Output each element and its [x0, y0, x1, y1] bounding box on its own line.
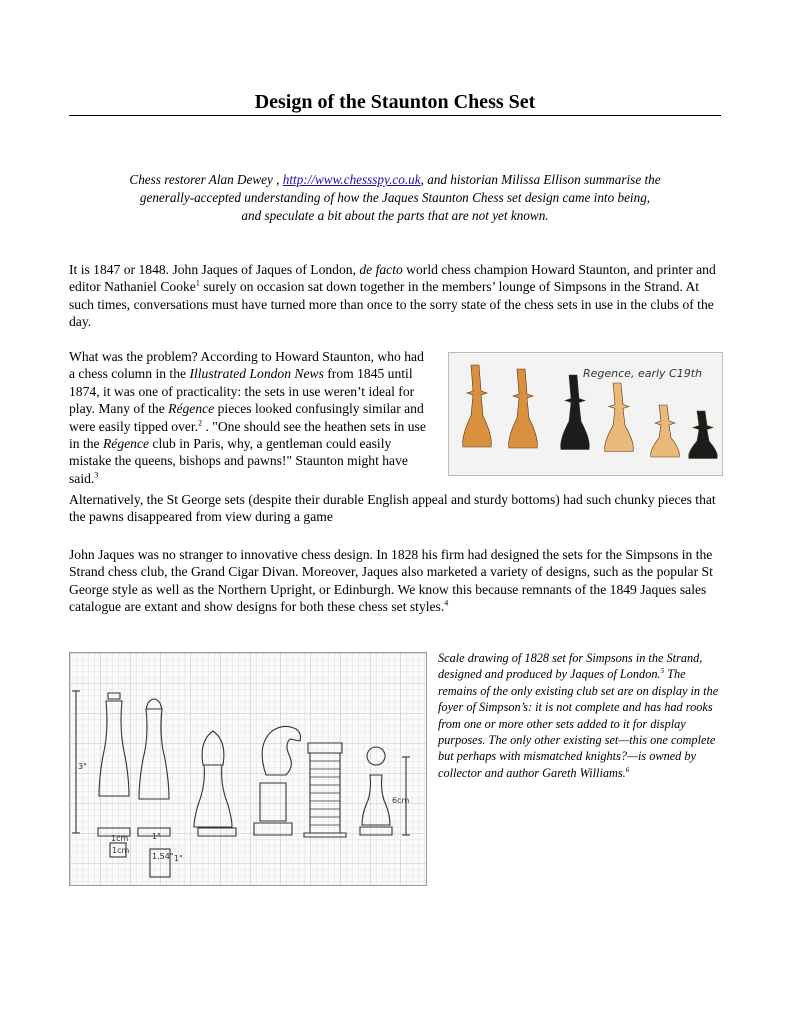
p1-text-a: It is 1847 or 1848. John Jaques of Jaques of London, [69, 262, 360, 277]
intro-line-2: generally-accepted understanding of how the Jaques Staunton Chess set design came into being, [139, 190, 651, 205]
p2-em-iln: Illustrated London News [189, 366, 324, 382]
title-rule [69, 115, 721, 116]
inch-box-label: 1.54" [152, 852, 174, 861]
regence-queen-piece [509, 369, 538, 448]
p1-text-b: world chess champion Howard Staunton, and printer and editor Nathaniel Cooke [69, 262, 716, 295]
paragraph-3 [69, 546, 721, 616]
p2-text-d: . "One should see the heathen sets in use in the [69, 418, 426, 452]
intro-line-1-pre: Chess restorer Alan Dewey , [129, 172, 283, 187]
scale-cm-label: 1cm [111, 834, 129, 843]
chessspy-link[interactable]: http://www.chessspy.co.uk [282, 172, 421, 187]
scale-drawing-1828-set [69, 652, 427, 886]
inch-side-label: 1" [174, 854, 183, 863]
scale-inch-label: 1" [152, 832, 161, 841]
footnote-ref-1: 1 [195, 278, 200, 288]
regence-knight-piece [605, 383, 634, 452]
p3-text: John Jaques was no stranger to innovative chess design. In 1828 his firm had designed the sets for the Simpsons in the Strand chess club, the Grand Cigar Divan. Moreover, Jaques also marketed a variety of designs, such as the popular St George style as well as the Northern Upright, or Edinburgh. We know this because remnants of the 1849 Jaques sales catalogue are extant and show designs for both these chess set styles. [69, 547, 713, 615]
p2-em-regence-1: Régence [168, 401, 215, 417]
regence-pawn-piece [689, 411, 718, 459]
page-title: Design of the Staunton Chess Set [254, 91, 536, 113]
scale-drawing-svg [70, 653, 426, 885]
footnote-ref-3: 3 [94, 470, 99, 480]
photo-caption: Regence, early C19th [583, 367, 702, 380]
pawn-height-label: 6cm [392, 796, 410, 805]
paragraph-2-continued: Alternatively, the St George sets (despite their durable English appeal and sturdy bottoms) had such chunky pieces that the pawns disappeared from view during a game [69, 492, 716, 525]
intro-line-3: and speculate a bit about the parts that are not yet known. [241, 208, 549, 223]
p2-text-b: from 1845 until 1874, it was one of practicality: the sets in use weren’t ideal for play. Many of the [69, 366, 415, 417]
p2-text-e: club in Paris, why, a gentleman could easily mistake the queens, bishops and pawns!" Staunton might have said. [69, 436, 408, 486]
caption-text-a: Scale drawing of 1828 set for Simpsons in the Strand, designed and produced by Jaques of London. [438, 651, 703, 682]
paragraph-2 [69, 348, 431, 487]
p2-text-c: pieces looked confusingly similar and were easily tipped over. [69, 401, 424, 434]
intro-block [69, 171, 721, 225]
regence-rook-piece [651, 405, 680, 457]
footnote-ref-2: 2 [198, 418, 203, 428]
footnote-ref-4: 4 [444, 598, 449, 608]
p2-em-regence-2: Régence [102, 436, 150, 452]
regence-king-piece [463, 365, 492, 447]
caption-text-b: The remains of the only existing club set are on display in the foyer of Simpson’s: it is not complete and has had rooks from one or more other sets added to it for display purposes. The only other existing set—this one complete but perhaps with mismatched knights?—is owned by collector and author Gareth Williams. [438, 667, 719, 780]
p1-em-defacto: de facto [359, 262, 403, 277]
drawing-caption [438, 650, 724, 781]
intro-line-1 [69, 171, 721, 189]
footnote-ref-5: 5 [660, 667, 665, 676]
intro-line-1-post: , and historian Milissa Ellison summarise the [420, 172, 661, 187]
p1-text-c: surely on occasion sat down together in the members’ lounge of Simpsons in the Strand. At such times, conversations must have turned more than once to the sorry state of the chess sets in use in the clubs of the day. [69, 279, 714, 330]
footnote-ref-6: 6 [625, 765, 630, 774]
regence-chess-photo [448, 352, 723, 476]
height-mark-label: 3" [78, 762, 87, 771]
p2-text-a: What was the problem? According to Howard Staunton, who had a chess column in the [69, 349, 424, 382]
regence-bishop-piece [561, 375, 590, 450]
paragraph-1 [69, 261, 721, 331]
scale-box-label: 1cm [112, 846, 130, 855]
